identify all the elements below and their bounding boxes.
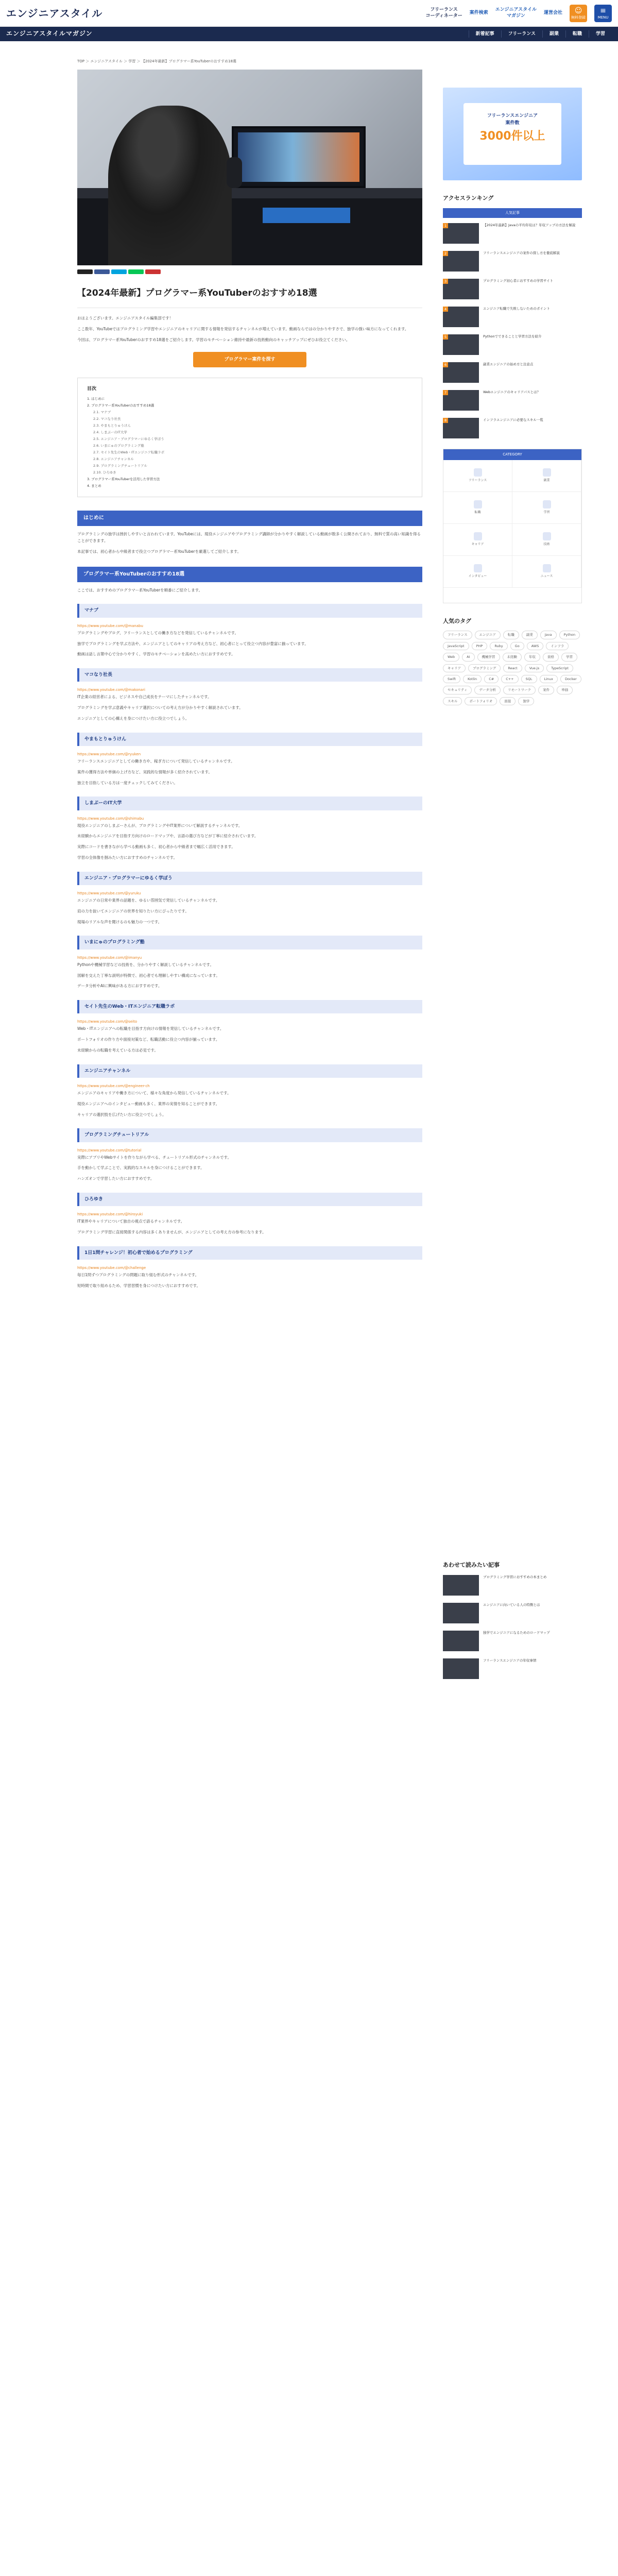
section-paragraph: ハンズオンで学習したい方におすすめです。	[77, 1176, 154, 1181]
section-paragraph: キャリアの選択肢を広げたい方に役立つでしょう。	[77, 1112, 166, 1117]
register-button[interactable]	[570, 5, 587, 22]
section-paragraph: 現役エンジニアのしまぶーさんが、プログラミングやIT業界について解説するチャンネルです。	[77, 823, 243, 828]
hatena-share-icon[interactable]	[111, 269, 127, 274]
ranking-item[interactable]	[443, 307, 582, 327]
section-heading: いまにゅのプログラミング塾	[77, 936, 422, 949]
tag[interactable]: Web	[443, 653, 459, 661]
nav-item[interactable]: 副業	[542, 30, 565, 38]
tag[interactable]: 面接	[500, 697, 516, 705]
toc-item[interactable]: 2.3. やまもとりゅうけん	[93, 423, 131, 428]
toc-item[interactable]: 3. プログラマー系YouTuberを活用した学習方法	[87, 477, 160, 482]
ranking-number: 7	[443, 390, 448, 395]
category-item[interactable]	[443, 556, 512, 588]
user-icon: ☺	[574, 6, 582, 15]
section-heading: ひろゆき	[77, 1193, 422, 1206]
recommend-thumbnail	[443, 1658, 479, 1679]
category-icon	[474, 532, 482, 540]
page-body	[0, 41, 618, 1686]
breadcrumb[interactable]: TOP ＞ エンジニアスタイル ＞ 学習 ＞ 【2024年最新】プログラマー系YouTuberのおすすめ18選	[77, 59, 236, 63]
ranking-thumbnail	[443, 390, 479, 411]
category-item[interactable]	[512, 556, 581, 588]
ranking-item[interactable]	[443, 251, 582, 272]
ranking-number: 8	[443, 418, 448, 423]
ad-number: 3000件以上	[479, 129, 545, 143]
section-paragraph: データ分析やAIに興味がある方におすすめです。	[77, 984, 162, 989]
channel-link[interactable]: https://www.youtube.com/@hiroyuki	[77, 1212, 143, 1217]
ranking-thumbnail	[443, 362, 479, 383]
recommend-item[interactable]	[443, 1631, 582, 1651]
toc-item[interactable]: 2.4. しまぶーのIT大学	[93, 430, 127, 435]
site-header	[0, 0, 618, 27]
ranking-thumbnail	[443, 418, 479, 438]
site-logo[interactable]: エンジニアスタイル	[6, 7, 103, 20]
category-label: 副業	[543, 479, 550, 483]
category-label: フリーランス	[468, 479, 487, 483]
section-paragraph: 独立を目指している方は一度チェックしてみてください。	[77, 780, 178, 785]
ranking-item[interactable]	[443, 362, 582, 383]
section-paragraph: 現場のリアルな声を聞けるのも魅力の一つです。	[77, 919, 162, 924]
tag[interactable]: 独学	[518, 697, 534, 705]
header-link-coordinator[interactable]: フリーランス コーディネーター	[425, 7, 462, 19]
category-icon	[474, 564, 482, 572]
section-paragraph: エンジニアのキャリアや働き方について、様々な角度から発信しているチャンネルです。	[77, 1091, 231, 1096]
recommend-thumbnail	[443, 1631, 479, 1651]
ranking-title: 副業エンジニアの始め方と注意点	[483, 362, 534, 366]
section-paragraph: 学習の全体像を掴みたい方におすすめのチャンネルです。	[77, 855, 178, 860]
global-nav	[0, 27, 618, 41]
recommend-item[interactable]	[443, 1575, 582, 1596]
register-label: 無料登録	[571, 15, 586, 20]
section-paragraph: 短時間で取り組めるため、学習習慣を身につけたい方におすすめです。	[77, 1283, 201, 1288]
toc-item[interactable]: 2.8. エンジニアチャンネル	[93, 457, 134, 462]
tag[interactable]: リモートワーク	[503, 686, 536, 694]
ranking-item[interactable]	[443, 418, 582, 438]
section-paragraph: ポートフォリオの作り方や面接対策など、転職活動に役立つ内容が揃っています。	[77, 1037, 220, 1042]
tag[interactable]: エンジニア	[475, 631, 501, 639]
tag[interactable]: 案件	[538, 686, 554, 694]
section-paragraph: 独学でプログラミングを学ぶ方法や、エンジニアとしてのキャリアの考え方など、初心者にとって役立つ内容が豊富に揃っています。	[77, 641, 308, 646]
section-paragraph: 未経験からエンジニアを目指す方向けのロードマップや、言語の選び方などが丁寧に紹介されています。	[77, 834, 259, 839]
tag[interactable]: SQL	[521, 675, 537, 683]
ad-text: フリーランスエンジニア 案件数	[487, 113, 538, 126]
header-link-job-search[interactable]: 案件検索	[469, 10, 488, 15]
section-paragraph: IT企業の経営者による、ビジネスや自己成長をテーマにしたチャンネルです。	[77, 694, 212, 700]
toc-item[interactable]: 4. まとめ	[87, 484, 101, 488]
category-icon	[543, 564, 551, 572]
category-icon	[474, 500, 482, 509]
header-link-company[interactable]: 運営会社	[543, 10, 562, 15]
section-paragraph: 実際にコードを書きながら学べる動画も多く、初心者から中級者まで幅広く活用できます。	[77, 844, 235, 850]
section-paragraph: 肩の力を抜いてエンジニアの世界を知りたい方にぴったりです。	[77, 908, 189, 913]
article-sections	[77, 511, 422, 1289]
toc-item[interactable]: 2.5. エンジニア・プログラマーにゆるく学ぼう	[93, 437, 164, 442]
recommend-thumbnail	[443, 1575, 479, 1596]
tag[interactable]: AWS	[527, 642, 544, 650]
category-banner	[443, 449, 582, 603]
tag[interactable]: Ruby	[490, 642, 507, 650]
section-paragraph: 毎日1問ずつプログラミングの問題に取り組む形式のチャンネルです。	[77, 1273, 199, 1278]
channel-link[interactable]: https://www.youtube.com/@shimabu	[77, 816, 144, 821]
tag[interactable]: 学習	[561, 653, 577, 661]
channel-link[interactable]: https://www.youtube.com/@challenge	[77, 1266, 146, 1270]
toc-item[interactable]: 2.2. マコなり社長	[93, 417, 121, 421]
toc-item[interactable]: 2.9. プログラミングチュートリアル	[93, 464, 147, 468]
intro-paragraph: おはようございます。エンジニアスタイル編集部です！	[77, 316, 174, 321]
section-heading: セイト先生のWeb・ITエンジニア転職ラボ	[77, 1000, 422, 1013]
header-link-magazine[interactable]: エンジニアスタイル マガジン	[495, 7, 537, 19]
hero-image	[77, 70, 422, 265]
category-label: インタビュー	[468, 574, 487, 579]
ranking-title: Pythonでできることと学習方法を紹介	[483, 334, 542, 338]
channel-link[interactable]: https://www.youtube.com/@imanyu	[77, 955, 142, 960]
section-paragraph: Web・ITエンジニアへの転職を目指す方向けの情報を発信しているチャンネルです。	[77, 1026, 224, 1031]
tag[interactable]: JavaScript	[443, 642, 469, 650]
category-icon	[474, 468, 482, 477]
ranking-item[interactable]	[443, 334, 582, 355]
tag[interactable]: Python	[559, 631, 580, 639]
ranking-item[interactable]	[443, 390, 582, 411]
section-paragraph: プログラミングを学ぶ意義やキャリア選択についての考え方が分かりやすく解説されています。	[77, 705, 243, 710]
section-paragraph: IT業界やキャリアについて独自の視点で語るチャンネルです。	[77, 1219, 185, 1224]
section-paragraph: プログラミングの独学は挫折しやすいと言われています。YouTubeには、現役エンジニアやプログラミング講師が分かりやすく解説している動画が数多く公開されており、無料で質の高い知識を得ることができます。	[77, 532, 421, 544]
category-banner-title: CATEGORY	[443, 449, 581, 460]
ranking-thumbnail	[443, 279, 479, 299]
ranking-title: インフラエンジニアに必要なスキル一覧	[483, 417, 543, 422]
ranking-thumbnail	[443, 223, 479, 244]
recommend-thumbnail	[443, 1603, 479, 1623]
hamburger-icon: ≡	[600, 6, 606, 15]
recommend-item[interactable]	[443, 1658, 582, 1679]
section-heading: マコなり社長	[77, 668, 422, 682]
category-item[interactable]	[443, 492, 512, 524]
ranking-title: プログラミング初心者におすすめの学習サイト	[483, 278, 553, 283]
nav-item[interactable]: 転職	[565, 30, 589, 38]
tag[interactable]: TypeScript	[546, 664, 573, 672]
line-share-icon[interactable]	[128, 269, 144, 274]
facebook-share-icon[interactable]	[94, 269, 110, 274]
section-paragraph: プログラミングやブログ、フリーランスとしての働き方などを発信しているチャンネルです。	[77, 630, 238, 635]
ranking-number: 1	[443, 223, 448, 228]
share-buttons	[77, 269, 422, 274]
section-paragraph: プログラミング学習に直接関係する内容は多くありませんが、エンジニアとしての考え方の参考になります。	[77, 1230, 266, 1235]
tag[interactable]: Vue.js	[525, 664, 544, 672]
tag[interactable]: スキル	[443, 697, 462, 705]
ranking-title: 【2024年最新】Javaの平均年収は？年収アップの方法を解説	[483, 223, 576, 227]
section-paragraph: エンジニアの日常や業界の話題を、ゆるい雰囲気で発信しているチャンネルです。	[77, 898, 220, 903]
header-links	[425, 5, 612, 22]
intro-paragraph: 今回は、プログラマー系YouTuberのおすすめ18選をご紹介します。学習のモチベーション維持や最新の技術動向のキャッチアップにぜひお役立てください。	[77, 337, 350, 342]
section-heading: マナブ	[77, 604, 422, 617]
tag[interactable]: 副業	[522, 631, 538, 639]
intro-paragraph: ここ数年、YouTubeではプログラミング学習やエンジニアのキャリアに関する情報を発信するチャンネルが増えています。動画ならではの分かりやすさで、独学の強い味方になってくれます。	[77, 327, 409, 332]
channel-link[interactable]: https://www.youtube.com/@makonari	[77, 688, 145, 692]
nav-item[interactable]: 新着記事	[469, 30, 501, 38]
recommend-title: 独学でエンジニアになるためのロードマップ	[483, 1630, 550, 1635]
tag[interactable]: Kotlin	[463, 675, 482, 683]
recommend-title: エンジニアに向いている人の特徴とは	[483, 1602, 540, 1607]
section-heading: はじめに	[77, 511, 422, 526]
category-item[interactable]	[512, 460, 581, 492]
article-main	[77, 41, 422, 1686]
category-item[interactable]	[512, 492, 581, 524]
article-intro	[77, 315, 422, 343]
x-share-icon[interactable]	[77, 269, 93, 274]
section-paragraph: 図解を交えた丁寧な説明が特徴で、初心者でも理解しやすい構成になっています。	[77, 973, 220, 978]
tag[interactable]: Java	[540, 631, 557, 639]
sidebar	[443, 41, 582, 1686]
section-paragraph: 動画は話し言葉中心で分かりやすく、学習のモチベーションを高めたい方におすすめです。	[77, 652, 235, 657]
ranking-number: 2	[443, 251, 448, 256]
tag[interactable]: 年収	[524, 653, 540, 661]
tag[interactable]: Linux	[540, 675, 558, 683]
nav-item[interactable]: フリーランス	[501, 30, 542, 38]
section-paragraph: 手を動かして学ぶことで、実践的なスキルを身につけることができます。	[77, 1165, 204, 1171]
section-paragraph: 現役エンジニアへのインタビュー動画も多く、業界の実情を知ることができます。	[77, 1101, 220, 1106]
category-item[interactable]	[443, 524, 512, 556]
tag[interactable]: インフラ	[546, 642, 569, 650]
toc-item[interactable]: 2.6. いまにゅのプログラミング塾	[93, 444, 144, 448]
category-item[interactable]	[443, 460, 512, 492]
ranking-item[interactable]	[443, 223, 582, 244]
channel-link[interactable]: https://www.youtube.com/@manabu	[77, 623, 143, 628]
channel-link[interactable]: https://www.youtube.com/@engineer-ch	[77, 1084, 150, 1089]
recommend-title: あわせて読みたい記事	[443, 1562, 500, 1569]
ranking-number: 3	[443, 279, 448, 284]
tag[interactable]: キャリア	[443, 664, 466, 672]
section-paragraph: フリーランスエンジニアとしての働き方や、稼ぎ方について発信しているチャンネルです。	[77, 759, 235, 764]
category-label: ニュース	[540, 574, 553, 579]
section-heading: しまぶーのIT大学	[77, 796, 422, 810]
section-heading: エンジニアチャンネル	[77, 1064, 422, 1078]
nav-item[interactable]: 学習	[589, 30, 612, 38]
tag[interactable]: ポートフォリオ	[465, 697, 497, 705]
section-paragraph: ここでは、おすすめのプログラマー系YouTuberを順番にご紹介します。	[77, 587, 203, 592]
ranking-list	[443, 223, 582, 438]
tag[interactable]: データ分析	[474, 686, 501, 694]
recommend-item[interactable]	[443, 1603, 582, 1623]
recommend-title: プログラミング学習におすすめの本まとめ	[483, 1574, 547, 1579]
job-search-cta-button[interactable]: プログラマー案件を探す	[193, 352, 306, 367]
category-icon	[543, 468, 551, 477]
tag[interactable]: 機械学習	[477, 653, 500, 661]
page-title: 【2024年最新】プログラマー系YouTuberのおすすめ18選	[77, 281, 422, 308]
ranking-number: 4	[443, 307, 448, 312]
tab-popular[interactable]: 人気記事	[443, 208, 582, 218]
table-of-contents	[77, 378, 422, 497]
section-heading: エンジニア・プログラマーにゆるく学ぼう	[77, 872, 422, 885]
ranking-number: 5	[443, 334, 448, 340]
toc-item[interactable]: 2.7. セイト先生のWeb・ITエンジニア転職ラボ	[93, 450, 165, 455]
category-item[interactable]	[512, 524, 581, 556]
category-icon	[543, 532, 551, 540]
menu-label: MENU	[597, 15, 609, 20]
ranking-thumbnail	[443, 251, 479, 272]
tag[interactable]: Swift	[443, 675, 460, 683]
section-paragraph: 未経験からの転職を考えている方は必見です。	[77, 1047, 158, 1053]
section-paragraph: 案件の獲得方法や単価の上げ方など、実践的な情報が多く紹介されています。	[77, 769, 212, 774]
tag[interactable]: C#	[484, 675, 499, 683]
tag[interactable]: 資格	[543, 653, 559, 661]
pocket-share-icon[interactable]	[145, 269, 161, 274]
tag[interactable]: PHP	[472, 642, 488, 650]
tag[interactable]: プログラミング	[468, 664, 501, 672]
tag[interactable]: 転職	[503, 631, 519, 639]
category-label: 転職	[474, 511, 481, 515]
ranking-title: アクセスランキング	[443, 195, 494, 201]
tag[interactable]: Docker	[560, 675, 581, 683]
channel-link[interactable]: https://www.youtube.com/@tutorial	[77, 1148, 142, 1153]
nav-items	[469, 30, 612, 38]
tag[interactable]: Go	[510, 642, 524, 650]
category-label: キャリア	[471, 543, 484, 547]
recommend-list	[443, 1575, 582, 1679]
toc-item[interactable]: 2. プログラマー系YouTuberのおすすめ18選	[87, 403, 154, 408]
channel-link[interactable]: https://www.youtube.com/@yuruku	[77, 891, 141, 896]
tags-title: 人気のタグ	[443, 617, 471, 624]
ranking-number: 6	[443, 362, 448, 367]
tag[interactable]: 未経験	[503, 653, 522, 661]
section-paragraph: 本記事では、初心者から中級者まで役立つプログラマー系YouTuberを厳選してご紹介します。	[77, 549, 241, 554]
ranking-title: エンジニア転職で失敗しないためのポイント	[483, 306, 550, 311]
ranking-thumbnail	[443, 307, 479, 327]
section-heading: やまもとりゅうけん	[77, 733, 422, 746]
category-label: 技術	[543, 543, 550, 547]
channel-link[interactable]: https://www.youtube.com/@ryuken	[77, 752, 141, 757]
section-heading: プログラミングチュートリアル	[77, 1128, 422, 1142]
section-paragraph: エンジニアとしての心構えを身につけたい方に役立つでしょう。	[77, 716, 190, 721]
ranking-item[interactable]	[443, 279, 582, 299]
toc-item[interactable]: 2.10. ひろゆき	[93, 470, 116, 475]
toc-list	[87, 396, 413, 489]
section-paragraph: 実際にアプリやWebサイトを作りながら学べる、チュートリアル形式のチャンネルです。	[77, 1155, 231, 1160]
magazine-brand[interactable]: エンジニアスタイルマガジン	[6, 30, 93, 38]
toc-item[interactable]: 1. はじめに	[87, 397, 105, 401]
ranking-title: Webエンジニアのキャリアパスとは？	[483, 389, 540, 394]
section-paragraph: Pythonや機械学習などの技術を、分かりやすく解説しているチャンネルです。	[77, 962, 214, 967]
tag[interactable]: AI	[462, 653, 474, 661]
section-heading: 1日1問チャレンジ！初心者で始めるプログラミング	[77, 1246, 422, 1260]
tag[interactable]: フリーランス	[443, 631, 472, 639]
toc-item[interactable]: 2.1. マナブ	[93, 410, 111, 415]
recommend-title: フリーランスエンジニアの年収事情	[483, 1658, 537, 1663]
category-label: 学習	[543, 511, 550, 515]
section-heading: プログラマー系YouTuberのおすすめ18選	[77, 567, 422, 582]
category-icon	[543, 500, 551, 509]
tag[interactable]: React	[503, 664, 522, 672]
tag-cloud	[443, 631, 582, 705]
ranking-tabs	[443, 208, 582, 218]
sidebar-ad-banner[interactable]	[443, 88, 582, 180]
ranking-title: フリーランスエンジニアの案件の探し方を徹底解説	[483, 250, 560, 255]
ranking-thumbnail	[443, 334, 479, 355]
tag[interactable]: セキュリティ	[443, 686, 472, 694]
tag[interactable]: 単価	[557, 686, 573, 694]
toc-title: 目次	[87, 386, 97, 392]
tag[interactable]: C++	[501, 675, 518, 683]
menu-button[interactable]	[594, 5, 612, 22]
channel-link[interactable]: https://www.youtube.com/@seito	[77, 1020, 138, 1024]
